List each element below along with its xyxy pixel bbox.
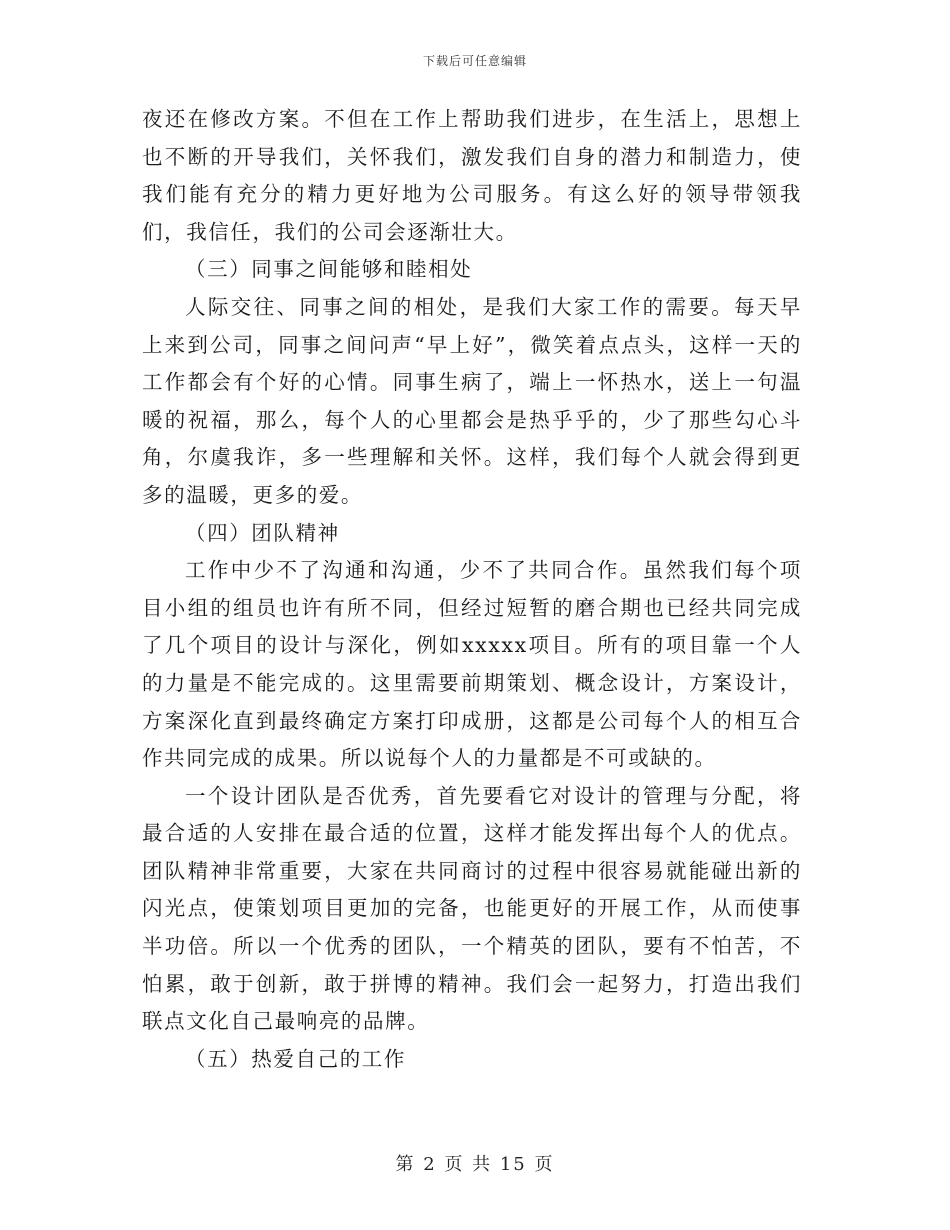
paragraph-continuation: 夜还在修改方案。不但在工作上帮助我们进步，在生活上，思想上也不断的开导我们，关怀我们，激发我们自身的潜力和制造力，使我们能有充分的精力更好地为公司服务。有这么好的领导带领我们，我信任，我们的公司会逐渐壮大。	[142, 107, 802, 244]
page-header-note: 下载后可任意编辑	[422, 54, 527, 68]
section-heading-4: （四）团队精神	[185, 520, 340, 545]
paragraph-team-spirit: 一个设计团队是否优秀，首先要看它对设计的管理与分配，将最合适的人安排在最合适的位置，这样才能发挥出每个人的优点。团队精神非常重要，大家在共同商讨的过程中很容易就能碰出新的闪光点，使策划项目更加的完备，也能更好的开展工作，从而使事半功倍。所以一个优秀的团队，一个精英的团队，要有不怕苦，不怕累，敢于创新，敢于拼博的精神。我们会一起努力，打造出我们联点文化自己最响亮的品牌。	[142, 783, 802, 1034]
page-number-footer: 第 2 页 共 15 页	[395, 1154, 555, 1175]
section-heading-5: （五）热爱自己的工作	[185, 1046, 406, 1071]
paragraph-cooperation: 工作中少不了沟通和沟通，少不了共同合作。虽然我们每个项目小组的组员也许有所不同，但经过短暂的磨合期也已经共同完成了几个项目的设计与深化，例如xxxxx项目。所有的项目靠一个人的力量是不能完成的。这里需要前期策划、概念设计，方案设计，方案深化直到最终确定方案打印成册，这都是公司每个人的相互合作共同完成的成果。所以说每个人的力量都是不可或缺的。	[142, 558, 802, 771]
section-heading-3: （三）同事之间能够和睦相处	[185, 257, 473, 282]
paragraph-colleague-relations: 人际交往、同事之间的相处，是我们大家工作的需要。每天早上来到公司，同事之间问声“早上好”，微笑着点点头，这样一天的工作都会有个好的心情。同事生病了，端上一怀热水，送上一句温暖的祝福，那么，每个人的心里都会是热乎乎的，少了那些勾心斗角，尔虞我诈，多一些理解和关怀。这样，我们每个人就会得到更多的温暖，更多的爱。	[142, 294, 802, 507]
document-body	[142, 101, 802, 1078]
